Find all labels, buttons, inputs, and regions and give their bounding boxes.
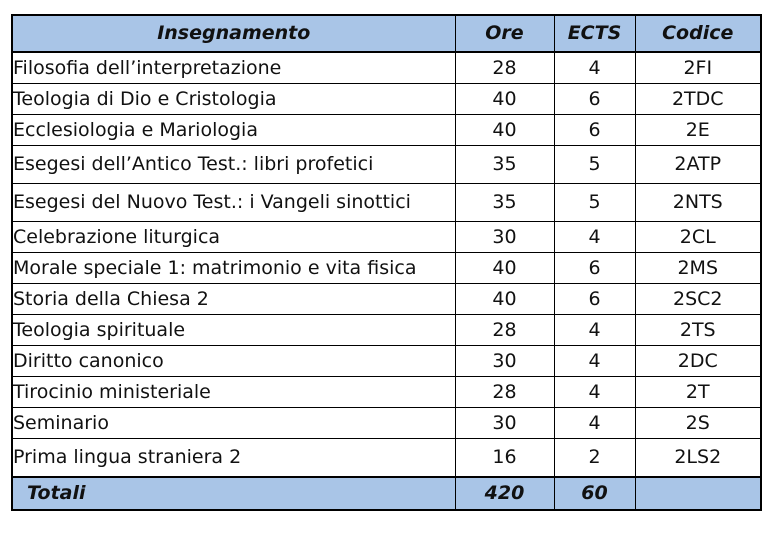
course-ore: 28 (455, 52, 554, 84)
table-row (12, 222, 761, 253)
table-row (12, 346, 761, 377)
course-name: Prima lingua straniera 2 (12, 439, 455, 478)
course-code: 2MS (635, 253, 761, 284)
course-ects: 5 (554, 146, 635, 184)
table-row (12, 146, 761, 184)
course-name: Storia della Chiesa 2 (12, 284, 455, 315)
course-name: Esegesi del Nuovo Test.: i Vangeli sinottici (12, 184, 455, 222)
course-code: 2E (635, 115, 761, 146)
course-code: 2TS (635, 315, 761, 346)
course-name: Ecclesiologia e Mariologia (12, 115, 455, 146)
table-row (12, 284, 761, 315)
header-codice: Codice (635, 15, 761, 52)
header-ects: ECTS (554, 15, 635, 52)
course-code: 2S (635, 408, 761, 439)
course-ore: 40 (455, 115, 554, 146)
header-ore: Ore (455, 15, 554, 52)
table-row (12, 439, 761, 478)
course-name: Celebrazione liturgica (12, 222, 455, 253)
totals-row (12, 477, 761, 510)
course-ects: 4 (554, 52, 635, 84)
course-ects: 6 (554, 115, 635, 146)
course-name: Teologia spirituale (12, 315, 455, 346)
courses-table (11, 14, 762, 511)
course-name: Filosofia dell’interpretazione (12, 52, 455, 84)
totals-label: Totali (12, 477, 455, 510)
course-ore: 40 (455, 284, 554, 315)
table-row (12, 315, 761, 346)
course-ore: 16 (455, 439, 554, 478)
course-code: 2TDC (635, 84, 761, 115)
course-ore: 28 (455, 315, 554, 346)
table-row (12, 115, 761, 146)
course-name: Seminario (12, 408, 455, 439)
course-code: 2CL (635, 222, 761, 253)
course-ects: 4 (554, 377, 635, 408)
course-code: 2LS2 (635, 439, 761, 478)
course-ore: 35 (455, 146, 554, 184)
course-ects: 4 (554, 346, 635, 377)
totals-ects: 60 (554, 477, 635, 510)
table-row (12, 52, 761, 84)
course-ore: 40 (455, 253, 554, 284)
course-name: Diritto canonico (12, 346, 455, 377)
table-row (12, 84, 761, 115)
course-ects: 4 (554, 222, 635, 253)
course-ects: 6 (554, 284, 635, 315)
course-code: 2DC (635, 346, 761, 377)
course-code: 2ATP (635, 146, 761, 184)
table-row (12, 184, 761, 222)
course-name: Esegesi dell’Antico Test.: libri profetici (12, 146, 455, 184)
course-ects: 6 (554, 84, 635, 115)
table-row (12, 253, 761, 284)
course-ore: 40 (455, 84, 554, 115)
course-code: 2NTS (635, 184, 761, 222)
course-code: 2SC2 (635, 284, 761, 315)
course-ects: 6 (554, 253, 635, 284)
course-ects: 4 (554, 408, 635, 439)
course-ore: 30 (455, 222, 554, 253)
table-header-row (12, 15, 761, 52)
course-code: 2FI (635, 52, 761, 84)
header-insegnamento: Insegnamento (12, 15, 455, 52)
course-ore: 35 (455, 184, 554, 222)
course-ore: 30 (455, 346, 554, 377)
course-ore: 28 (455, 377, 554, 408)
table-row (12, 408, 761, 439)
course-ects: 2 (554, 439, 635, 478)
totals-code (635, 477, 761, 510)
course-name: Teologia di Dio e Cristologia (12, 84, 455, 115)
course-ects: 4 (554, 315, 635, 346)
table-row (12, 377, 761, 408)
course-ore: 30 (455, 408, 554, 439)
course-name: Morale speciale 1: matrimonio e vita fisica (12, 253, 455, 284)
course-ects: 5 (554, 184, 635, 222)
course-code: 2T (635, 377, 761, 408)
course-name: Tirocinio ministeriale (12, 377, 455, 408)
totals-ore: 420 (455, 477, 554, 510)
